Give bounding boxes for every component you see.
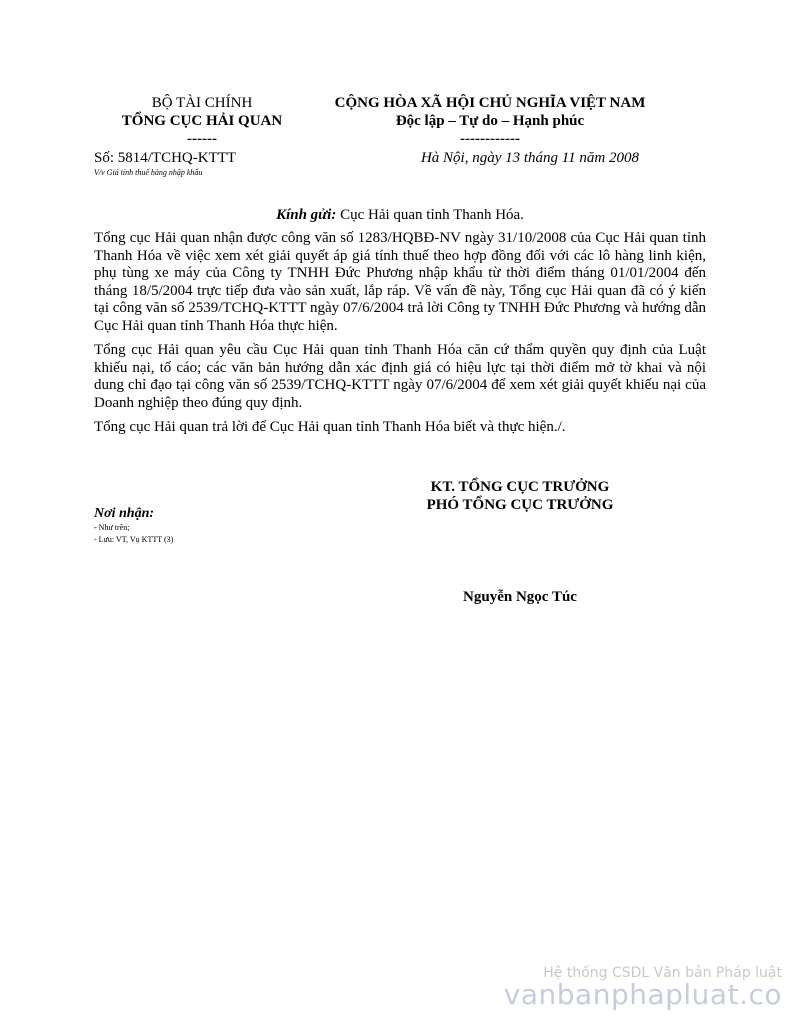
- country-name: CỘNG HÒA XÃ HỘI CHỦ NGHĨA VIỆT NAM: [334, 95, 646, 111]
- recipient-item: - Như trên;: [94, 523, 130, 532]
- place-date: Hà Nội, ngày 13 tháng 11 năm 2008: [420, 150, 640, 166]
- signature-title-2: PHÓ TỔNG CỤC TRƯỞNG: [426, 497, 614, 513]
- signer-name: Nguyễn Ngọc Túc: [463, 589, 577, 605]
- motto-rule: ------------: [460, 131, 520, 147]
- document-body: [94, 230, 706, 444]
- recipient-item: - Lưu: VT, Vụ KTTT (3): [94, 535, 174, 544]
- recipients-title: Nơi nhận:: [94, 506, 155, 521]
- parent-agency: BỘ TÀI CHÍNH: [151, 95, 253, 111]
- document-number: Số: 5814/TCHQ-KTTT: [94, 150, 237, 166]
- body-paragraph: Tổng cục Hải quan yêu cầu Cục Hải quan tỉnh Thanh Hóa căn cứ thẩm quyền quy định của Luật khiếu nại, tố cáo; các văn bản hướng dẫn xác định giá có hiệu lực tại thời điểm mở tờ khai và nội dung chỉ đạo tại công văn số 2539/TCHQ-KTTT ngày 07/6/2004 để xem xét giải quyết khiếu nại của Doanh nghiệp theo đúng quy định.: [94, 342, 706, 411]
- addressee: [94, 206, 706, 224]
- motto: Độc lập – Tự do – Hạnh phúc: [395, 113, 585, 129]
- document-subject: V/v Giá tính thuế hàng nhập khẩu: [94, 168, 203, 177]
- signature-block: [370, 478, 670, 514]
- watermark-site: vanbanphapluat.co: [503, 978, 782, 1011]
- agency-name: TỔNG CỤC HẢI QUAN: [121, 113, 283, 129]
- body-paragraph: Tổng cục Hải quan nhận được công văn số 1283/HQBĐ-NV ngày 31/10/2008 của Cục Hải quan tỉnh Thanh Hóa về việc xem xét giải quyết áp giá tính thuế theo hợp đồng đối với các lô hàng linh kiện, phụ tùng xe máy của Công ty TNHH Đức Phương nhập khẩu từ thời điểm tháng 01/01/2004 đến tháng 18/5/2004 trực tiếp đưa vào sản xuất, lắp ráp. Về vấn đề này, Tổng cục Hải quan đã có ý kiến tại công văn số 2539/TCHQ-KTTT ngày 07/6/2004 trả lời Công ty TNHH Đức Phương và hướng dẫn Cục Hải quan tỉnh Thanh Hóa thực hiện.: [94, 230, 706, 334]
- national-title-block: [300, 94, 680, 148]
- addressee-label: Kính gửi:: [276, 207, 337, 223]
- issuing-agency-block: [82, 94, 322, 148]
- agency-rule: ------: [187, 131, 217, 147]
- addressee-name: Cục Hải quan tỉnh Thanh Hóa.: [340, 207, 524, 223]
- signature-title-1: KT. TỔNG CỤC TRƯỞNG: [430, 479, 610, 495]
- watermark-caption: Hệ thống CSDL Văn bản Pháp luật: [543, 965, 782, 981]
- body-paragraph: Tổng cục Hải quan trả lời để Cục Hải quan tỉnh Thanh Hóa biết và thực hiện./.: [94, 419, 566, 435]
